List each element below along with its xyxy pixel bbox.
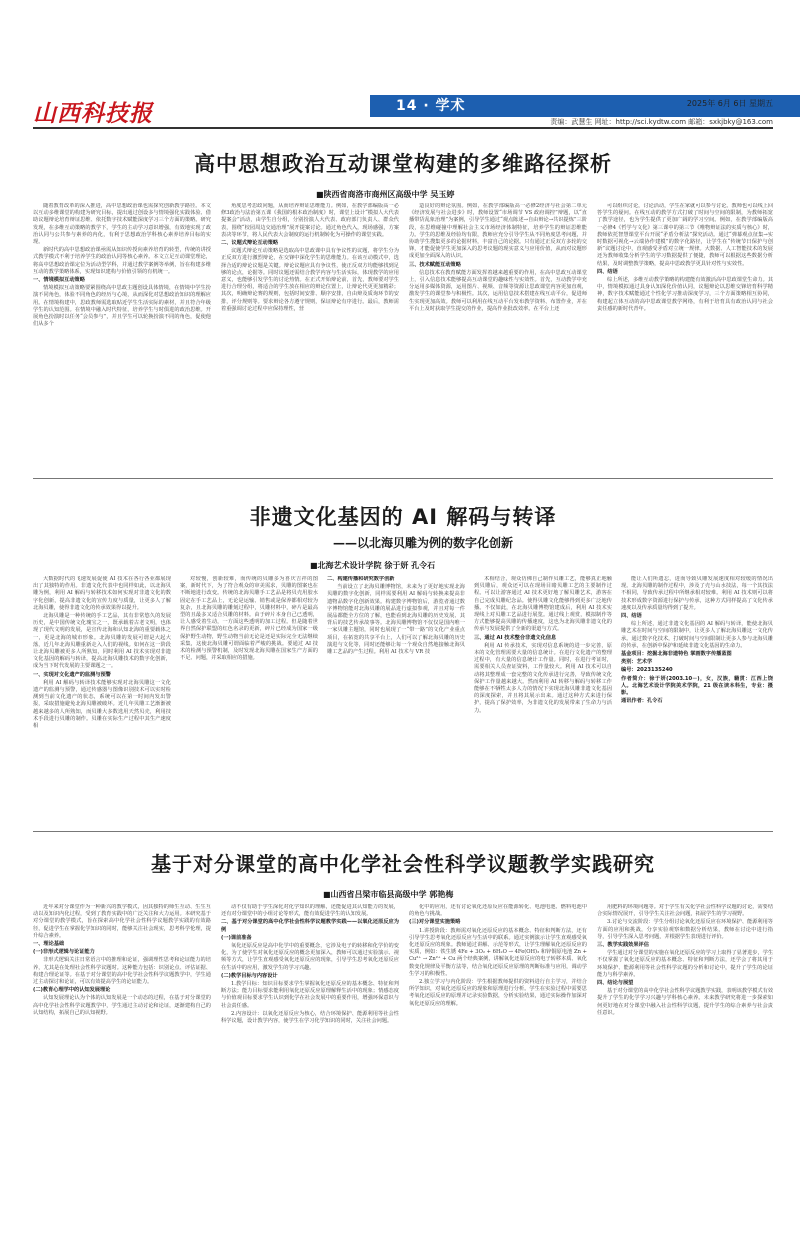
- article-column: [33, 576, 171, 836]
- article-title: 高中思想政治互动课堂构建的多维路径探析: [194, 152, 612, 176]
- article-column: [33, 904, 211, 1224]
- article-column: [327, 576, 465, 836]
- paragraph: 信息技术在教育赋能方面发挥着越来越重要的作用，在高中思政互动课堂上，引入信息技术能够提高互动课堂的趣味性与实效性。首先，互动教学中充分运用多媒体资源，运用图片、视频、音频等资源让思政课堂内容更加直观，激发学生的课堂参与积极性。其次，运用信息技术搭建在线互动平台，促进师生实现更加高效。教师可以利用在线互动平台发布教学资料、布置作业，并在平台上及时获取学生提交的作业，提高作业批改效率。在平台上还: [409, 269, 587, 312]
- article-column: [409, 203, 587, 493]
- paragraph: 利用 AI 传承技术，实现对信息系统的进一步完善，原本的文化管理需要大量的信息统计。在进行文化遗产的整理过程中，有大量的信息统计工作量。同时，在进行考证时，需要相关人员查证资料，工作量较大。利用 AI 技术可以自动将其整理成一套完整的文化传承进行完善，导致传统文化保护工作量越来越大。然而利用 AI 转移与解码与转移工作能够在不牺牲太多人力的情况下实现北海贝雕非遗文化基因的深度探索，并且将其展示出来。通过这种方式来进行保护，提高了保护效率，为非遗文化的发展带来了生命力与活力。: [474, 642, 612, 714]
- section-heading: (一)课前准备: [221, 934, 252, 941]
- section-heading: 类别：艺术学: [621, 659, 653, 666]
- article-column: [409, 904, 587, 1224]
- article-byline: ■北海艺术设计学院 徐于妍 孔令石: [310, 561, 436, 570]
- paragraph: 可以组织讨论，讨论活动，学生在家就可以参与讨论。教师也可以线上回答学生的疑问。在线互动的教学方式打破了时间与空间的限制，为教师拓宽了教学途径，也为学生提供了更加广阔的学习空间。例如，在教学部编版高一必修4《哲学与文化》第三课中的第三节《唯物辩证法的实质与核心》时，教师依托智慧课堂平台开展“矛盾分析法”探究活动。通过“弹幕观点征集→实时数据可视化→云端协作建模”的数字化路径，让学生在“传统节日保护与创新”议题讨论中，直观感受矛盾对立统一规律。大数据、人工智能技术的发展还为教师收集分析学生的学习数据提供了便捷，教师可以根据这些数据分析结果，及时调整教学策略，提高中思政教学更具针对性与实效性。: [597, 203, 773, 267]
- paragraph: 议题式辩论互动策略是选取高中思政课中具有争议性的议题，将学生分为正反双方进行激烈辩论，在交锋中深化学生的思维能力。在该互动模式中，选择合适的辩论议题是关键。辩论议题应具有争议性，使正反双方均能够找到足够的论点，论据等。同时议题还需结合教学内容与生活实际，体现教学的应用意义，也能够引发学生的讨论热情。在正式开始辩论前，首先，教师要对学生进行合理分组，将适合的学生放在相应的辩论位置上，让辩论代更更加精彩；其次，明确辩论赛的规则，包括时间安排、顺序安排，自由辩及质询环节的安排，评分规则等。要求辩论各方遵守规则，保证辩论有序进行。最后，教师需着重强调讨论过程中应保持理性，营: [221, 248, 399, 312]
- section-heading: 通讯作者：孔令石: [621, 698, 663, 705]
- paragraph: 综上所述，通过非遗文化基因的 AI 解码与转译，能使北海贝雕艺术在时间与空间的限制中，让更多人了解北海贝雕这一文化传承。通过数字化技术，打破时间与空间限制让更多人参与北海贝雕的传承，在创新中保护和延续非遗文化基因的生命力。: [621, 621, 773, 649]
- paragraph: 非形式逻辑关注日常语言中的推理和论证，强调理性思考和论证能力的培养，尤其是在处理社会性科学议题时。这种能力包括：识别论点、评估证据、构建合理论证等。在基于对分课堂的高中化学社会性科学议题教学中，学生通过主动探讨和论证，可以有效提高学生的论证能力。: [33, 957, 211, 986]
- paragraph: 北海贝雕是一种传统的手工艺品，其有非常悠久的发展历史，是中国传统文化瑰宝之一，既承载着古老文明，也体现了现代文明的发展，是宣传北海和认知北海的重要载体之一，更是北海的城市形象。北海贝雕的发展可谓是大起大落，近几年北海贝雕重新走入人们的视线。如何在这一阶段让北海贝雕被更多人所熟知，同时利用 AI 技术实现对非遗文化基因的解码与转译，提高北海贝雕技术的数字化创新，成为当下时代发展的主要课题之一。: [33, 613, 171, 670]
- paragraph: 当前设立了北海贝雕博物馆，未来为了更好地实现北海贝雕的数字化创新，同样需要利用 AI 解码与转换来提高非遗物品数字化创新效果。构建数字博物馆后，游览者通过数字博物馆能对北海贝雕的展品进行虚拟参观，并且对每一件展品都能全方位的了解，也能看到北海贝雕的历史发展、其背后的技艺传承故事等。北海贝雕博物馆不仅仅是国内唯一一家贝雕主题馆，同时也展现了一“带一路”的文化产业重点项目，在拓宽的共享平台上，人们可以了解北海贝雕的历史演进与文化等，同时还能够让每一个观众自然地接触北海贝雕工艺品的产生过程。利用 AI 技术与 VR 技: [327, 584, 465, 656]
- paragraph: 综上所述，多维互动教学策略的构建能有效激活高中思政课堂生命力。其中，情境模拟通过具身认知深化价值认同，议题辩论以思维交锋培育科学精神，数字技术赋能通过个性化学习推动深度学习，三个方面策略相互协同，构建起立体互动的高中思政课堂教学网络，有利于培育具有政治认同与社会责任感的新时代青年。: [597, 277, 773, 312]
- section-heading: (二)教学目标与内容设计: [221, 972, 278, 979]
- section-heading: 二、基于对分课堂的高中化学社会性科学议题教学实践——以氧化还原反应为例: [221, 919, 399, 933]
- section-heading: 四、结语: [597, 268, 618, 275]
- article-title: 基于对分课堂的高中化学社会性科学议题教学实践研究: [151, 852, 655, 876]
- article-column: [597, 203, 773, 493]
- paragraph: 3.讨论与交流阶段：学生分组讨论氧化还原反应在环境保护、能源利用等方面的应用和挑战，分享实验观察和数据分析结果，教师在讨论中进行指导，引导学生深入思考问题，并根据学生表现进行评价。: [597, 919, 773, 940]
- section-heading: 基金项目：挖掘北海非遗特色 掌画数字传播蓝图: [621, 651, 732, 658]
- paragraph: 造良好的辩论氛围。例如，在教学部编版高一必修2经济与社会第二单元《经济发展与社会进步》时，教师设置“市场调节 VS 政府调控”辩题，以“直播带货乱象治理”为案例，引导学生通过“观点陈述→自由辩论→共识提炼”三阶段，在思维碰撞中理解社会主义市场经济体制特征，培养学生的辩证思维能力。学生的思维及经验均有限，教师应充分引导学生从不同角度思考问题，并协助学生搜集更多的论据材料，丰富自己的论据。只有通过正反双方多轮的交锋，才能促使学生更加深入的思考议题的现实意义与应用价值，从而对议题形成更加全面深入的认识。: [409, 203, 587, 260]
- section-heading: 二、议题式辩论互动策略: [221, 240, 279, 247]
- section-heading: 三、技术赋能互动策略: [409, 261, 461, 268]
- article-byline: ■山西省吕梁市临县高级中学 郭艳梅: [323, 890, 454, 899]
- section-label: 14 · 学术: [396, 98, 466, 114]
- paragraph: 术相结合，观众仿佛自己制作贝雕工艺，能够真正地触到贝雕后，观众还可以在现场目睹贝雕工艺的主要制作过程。可以让游客通过 AI 技术更好地了解贝雕艺术，游客在自己完成贝雕纪念品。使得贝雕文化能够得到更多广泛地传播。不仅如此，在北海贝雕博物馆建成后，利用 AI 技术实现线上对贝雕工艺品进行展览。通过线上观赏，模拟制作等方式能够提高贝雕的传播速度，这也为北海贝雕非遗文化的传承与发展提供了全新的渠道与方式。: [474, 576, 612, 633]
- section-heading: (二)教育心理学中的认知发展理论: [33, 987, 111, 994]
- section-heading: 一、实现对文化遗产的监测与预警: [33, 671, 111, 678]
- section-heading: 三、教学实践效果评估: [597, 942, 649, 949]
- paragraph: 2.内容设计：以氧化还原反应为核心，结合环境保护、能源利用等社会性科学议题，设计教学内容，使学生在学习化学知识的同时，关注社会问题。: [221, 1010, 399, 1025]
- article-column: [180, 576, 318, 836]
- article-column: [474, 576, 612, 836]
- section-divider: [33, 831, 773, 832]
- paragraph: 能让人们所遗忘，进而导致贝雕发展速度相对较缓的情况出现。北海贝雕的制作过程中，涉及了壳与山水技法，每一个其技法不相同，导致传承过程中所继承相对较难。利用 AI 技术则可以将技术形成数字资源进行保护与传承，这种方式同样提高了文化传承速度以及传承质量均得到了提升。: [621, 576, 773, 611]
- article-column: [221, 203, 399, 493]
- section-heading: 三、通过 AI 技术整合非遗文化信息: [474, 634, 557, 641]
- paragraph: 化中的应用，还有讨论氧化还原反应在能源转化、电池电池、燃料电池中的角色与挑战。: [409, 904, 587, 918]
- paragraph: 情境模拟互动策略要紧围绕高中思政主题创设具体情境，在情境中学生扮演不同角色，体验不同角色的经历与心境，从而深化对思想政治知识的理解应用。在情境构建中，思政教师需选取贴近学生生活实际的素材，并且符合年级学生的认知范围。在情境中融入时代特征，培养学生与时俱进的政治思维。开展角色扮演时以任务“会员参与”，并且学生可以轮换扮演不同的角色，促使他们从多个: [33, 285, 211, 328]
- paragraph: 对较慢，创新较难，而传统的贝雕多为喜庆吉祥的图案，新时代下，为了符合观众的审美需求，贝雕的图案也在不断地进行改变。传统的北海贝雕手工艺品是将贝壳用胶水固定在手工艺品上，无论是运输、销售或是保养都相对较为复杂，且北海贝雕的雕刻过程中，贝雕材料中，碎片是最高型的且最多又适合贝雕的材料。由于碎片本身自己已透明，让人感受着生动，一方面这些透明的加工过程。但是随着世界自然保护联盟的红色名录的更新，碎片已经成为国家一级保护野生动物，野生动物当前无论是还是实际完全无法继续采集，这使北海贝雕可谓面临着严峻的挑战。要通过 AI 技术的检测与预警机制，及时发现北海贝雕在国家生产方面的不足、问题，并采取相应的措施。: [180, 576, 318, 662]
- paragraph: 学生通过对分课堂的实施在氧化还原反应的学习上取得了显著进步，学生不仅掌握了氧化还原反应的基本概念、特征和判断方法，还学会了将其用于环境保护、能源利用等社会性科学议题的分析和讨论中，提升了学生的论证能力与科学素养。: [597, 950, 773, 978]
- paragraph: 基于对分课堂的高中化学社会性科学议题教学实践，表明该教学模式有效提升了学生的化学学习兴趣与学科核心素养。未来教学研究将进一步探索如何更好地在对分课堂中融入社会性科学议题，提升学生的综合素养与社会责任意识。: [597, 988, 773, 1016]
- section-heading: 一、情境模拟互动策略: [33, 277, 85, 284]
- paragraph: 近年来对分课堂作为一种新兴的教学模式，因其独特的师生互动、生生互动以及知识内化过程，受到了教育实践中的广泛关注和大力运用。本研究基于对分课堂的教学模式，旨在探索高中化学社会性科学议题教学实践的有效路径，促进学生在掌握化学知识的同时，能够关注社会现实，思考科学伦理，提升综合素养。: [33, 904, 211, 939]
- paragraph: 角度思考思政问题，从而培养辩证思维能力。例如，在教学部编版高一必修3政治与法治第五课《我国的根本政治制度》时，课堂上设计“模拟人大代表提案会”活动，由学生自分组，分别扮演人大代表、政府部门负责人、群众代表，围绕“校园周边交通治理”展开提案讨论。通过角色代入，现场感强，方案表决等环节，将人民代表大会制度的运行机制转化为可操作的课堂实践。: [221, 203, 399, 238]
- section-heading: 二、构建传播和研究数字创新: [327, 576, 395, 582]
- paragraph: 随着教育改革的深入推进，高中思想政治课也需探究创新教学路径。本文以互动多维课堂的构建为研究目标，提出通过创设多与情境强化实践体验、借助议题辩论培育辩证思维、依托数字技术赋能深度学习三个方面的策略。研究发现，在多维互动策略的教学下，学生的主动学习意识增强，有效地实现了政治认同与公共参与素养的内化，有利于思想政治学科核心素养培养目标的实现。: [33, 203, 211, 246]
- section-heading: 四、结语: [621, 613, 642, 620]
- article-column: [597, 904, 773, 1224]
- section-heading: (一)非形式逻辑与论证能力: [33, 949, 95, 956]
- paragraph: 2.独立学习与内化阶段：学生根据教师提供的资料进行自主学习，并结合所学知识，对氧化还原反应的现象和原理进行分析。学生在实验过程中需要思考氧化还原反应的原理并记录实验数据，分析实验结果，通过实际操作加深对氧化还原反应的理解。: [409, 979, 587, 1007]
- article-byline: ■陕西省商洛市商州区高级中学 吴玉婷: [316, 190, 455, 199]
- newspaper-logo: 山西科技报: [33, 101, 153, 127]
- paragraph: 认知发展理论认为个体的认知发展是一个动态的过程，在基于对分课堂的高中化学社会性科学议题教学中，学生通过主动讨论和论证，逐渐建构自己的认知结构，拓展自己的认知视野。: [33, 995, 211, 1016]
- paragraph: 大数据时代的飞速发展促使 AI 技术在各行各业都展现出了其独特的作用。非遗文化代表中也同样如此，以北海贝雕为例，利用 AI 解码与转移技术如何实现对非遗文化的数字化创新，提高非遗文化的宣传力度与质量，让更多人了解北海贝雕，使得非遗文化的传承效果得以提升。: [33, 576, 171, 611]
- paragraph: 利用 AI 解码与转译技术能够实现对北海贝雕这一文化遗产的监测与预警，通过传感器与图像识别技术可以实时检测到当前文化遗产的状态，系统可以在第一时间内发出警报，采取措施避免北海贝雕被破坏。近几年贝雕工艺渐渐被越来越多的人所熟知，而贝雕大多数选用天然贝壳，利用技术手段进行贝雕的制作。贝雕在实际生产过程中其生产速度相: [33, 679, 171, 730]
- paragraph: 动不仅有助于学生深化对化学知识的理解，还能促进其认知能力的发展，还有对分课堂中的小组讨论等形式，能有效促进学生的认知发展。: [221, 904, 399, 918]
- paragraph: 新时代的高中思想政治课亟需从知识传授向素养培育的转型，传统的讲授式教学模式不利于培养学生的政治认同等核心素养。本文立足互动课堂理论，将高中思想政治课定位为活动型学科，并通过教学案例等举例，旨在构建多维互动的教学策略体系，实现知识建构与价值引领的有机统一。: [33, 247, 211, 275]
- article-column: [221, 904, 399, 1224]
- section-heading: 作者简介：徐于妍(2003.10－)，女，汉族，籍贯：江西上饶人。北海艺术设计学院美术学院，21 级在读本科生，专业：摄影。: [621, 675, 773, 697]
- article-column: [33, 203, 211, 493]
- editor-contact: 责编：武慧生 网址：http://sci.kydtw.com 邮箱：sxkjbky@163.com: [550, 118, 773, 126]
- issue-date: 2025年 6月 6日 星期五: [686, 99, 773, 108]
- article-subtitle: ——以北海贝雕为例的数字化创新: [332, 536, 513, 550]
- section-heading: 四、结论与展望: [597, 980, 634, 987]
- section-heading: 一、理论基础: [33, 941, 65, 948]
- newspaper-masthead: [33, 95, 773, 127]
- paragraph: 氧化还原反应是高中化学中的重要概念，它涉及电子的转移和化学价的变化，为了使学生对氧化还原反应的概念更加深入，教师可以通过实验演示、视频等方式，让学生直观感受氧化还原反应的现象，引导学生思考氧化还原反应在生活中的应用，激发学生的学习兴趣。: [221, 943, 399, 971]
- masthead-rule: [33, 127, 773, 129]
- section-heading: (三)对分课堂实施策略: [409, 919, 461, 926]
- section-heading: 编号：2023135240: [621, 667, 673, 674]
- section-divider: [33, 478, 773, 479]
- paragraph: 1.教学目标：知识目标要求学生掌握氧化还原反应的基本概念、特征和判断方法；能力目标要求能利用氧化还原反应原理解释生活中的现象；情感态度与价值观目标要求学生认识到化学在社会发展中的重要作用，增强环保意识与社会责任感。: [221, 981, 399, 1009]
- article-column: [621, 576, 773, 836]
- article-title: 非遗文化基因的 AI 解码与转译: [249, 505, 557, 529]
- paragraph: 用肥料的环境问题等。对于学生有关化学社会性科学议题的讨论，需要结合实际情况展开，引导学生关注社会问题，拓展学生的学习视野。: [597, 904, 773, 918]
- paragraph: 1.讲授阶段：教师需对氧化还原反应的基本概念、特征和判断方法，还有引导学生思考氧化还原反应与生活中的联系。通过实例演示让学生直观感受氧化还原反应的现象。教师通过讲解、示范等形式，让学生理解氧化还原反应的实质，例如：铁生锈 4Fe + 3O₂ + 6H₂O → 4Fe(OH)₃ 和锌铜原电池 Zn + Cu²⁺ → Zn²⁺ + Cu 两个经典案例，讲解氧化还原反应的电子转移本质、氧化数变化规律及平衡方法等，结合氧化还原反应原理的判断标准与应用，调动学生学习的积极性。: [409, 927, 587, 977]
